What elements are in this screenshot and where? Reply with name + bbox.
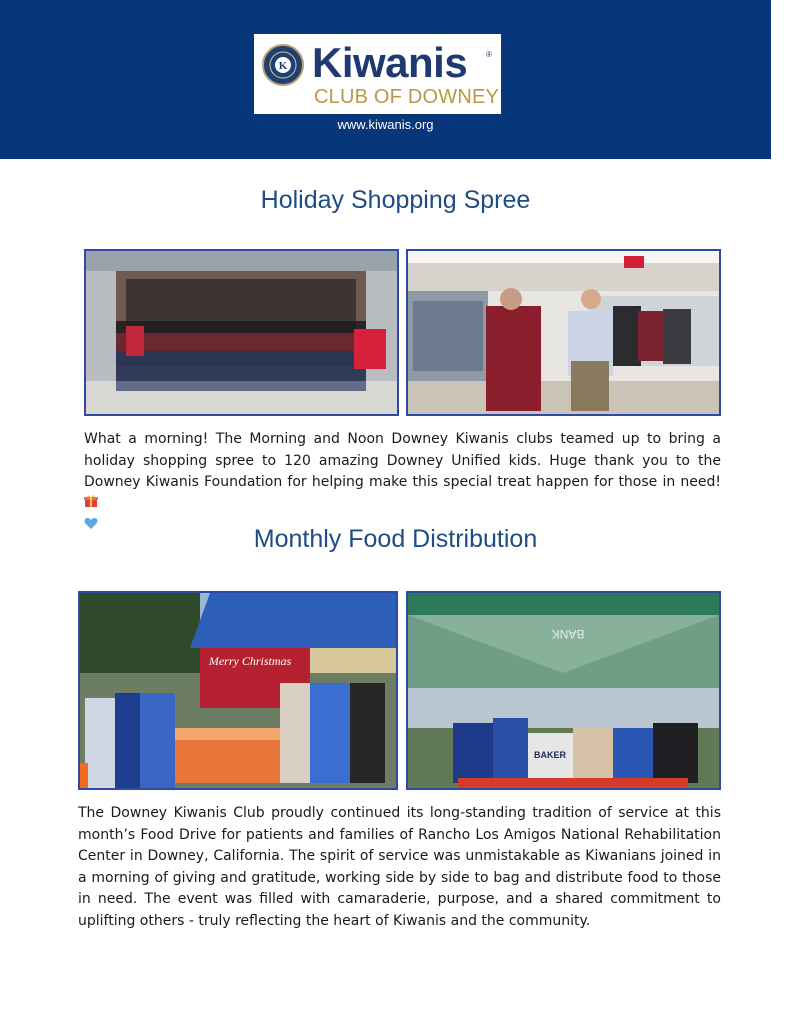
section-title-holiday: Holiday Shopping Spree [260,186,531,214]
svg-text:K: K [278,60,288,72]
photo-group-storefront [84,249,399,416]
baker-shirt-text: BAKER [533,750,567,760]
logo-registered-mark: ® [486,50,492,59]
header-band [0,0,771,159]
svg-text:BANK: BANK [551,627,585,641]
section-title-food: Monthly Food Distribution [253,525,538,553]
kiwanis-logo[interactable] [254,34,501,114]
photo-food-tent [78,591,398,790]
food-paragraph: The Downey Kiwanis Club proudly continued its long-standing tradition of service at this month’s Food Drive for patients and families of Rancho Los Amigos National Rehabilitation Center in Downey, California. The spirit of service was unmistakable as Kiwanians joined in a morning of giving and gratitude, working side by side to bag and distribute food to those in need. The event was filled with camaraderie, purpose, and a shared commitment to uplifting others - truly reflecting the heart of Kiwanis and the community. [78,805,721,929]
logo-name: Kiwanis [312,39,468,86]
kiwanis-seal-icon [262,44,304,86]
gift-emoji-icon [84,494,98,516]
merry-christmas-sign: Merry Christmas [208,654,292,668]
photo-food-bank-tent [406,591,721,790]
holiday-paragraph-text: What a morning! The Morning and Noon Downey Kiwanis clubs teamed up to bring a holiday shopping spree to 120 amazing Downey Unified kids. Huge thank you to the Downey Kiwanis Foundation for helping make this special treat happen for those in need! [84,431,721,491]
logo-subtitle: CLUB OF DOWNEY [314,86,500,108]
website-link[interactable]: www.kiwanis.org [337,117,434,132]
holiday-paragraph [84,429,721,539]
photo-store-interior [406,249,721,416]
